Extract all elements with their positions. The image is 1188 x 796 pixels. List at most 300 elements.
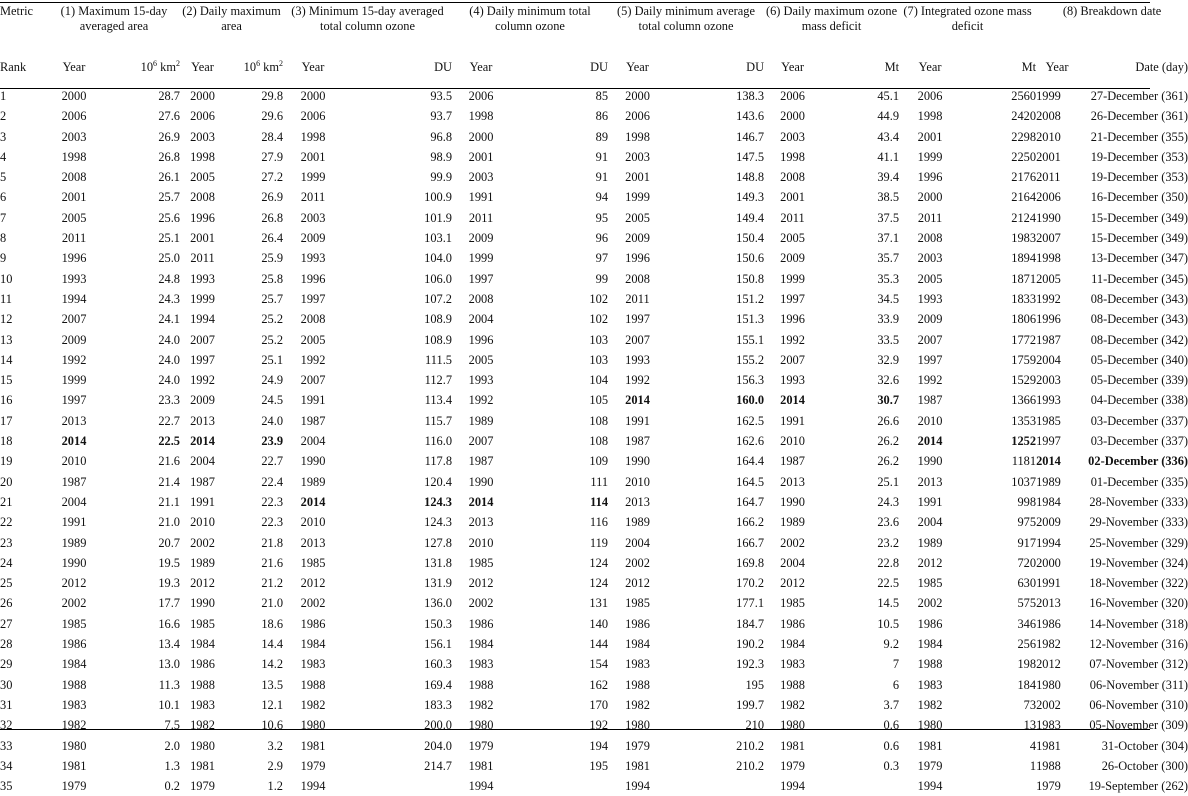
value-cell: 26-October (300) bbox=[1101, 758, 1188, 773]
group-title-6: (6) Daily maximum ozone mass deficit bbox=[765, 4, 898, 33]
year-cell: 1998 bbox=[300, 129, 326, 144]
value-cell: 0.6 bbox=[883, 738, 900, 753]
year-cell: 1988 bbox=[1036, 758, 1061, 773]
year-cell: 1998 bbox=[625, 129, 650, 144]
year-cell: 2004 bbox=[625, 535, 650, 550]
year-cell: 2011 bbox=[190, 251, 215, 266]
value-cell: 917 bbox=[1017, 535, 1037, 550]
value-cell: 24.3 bbox=[158, 291, 180, 306]
rank-cell: 27 bbox=[0, 616, 13, 631]
year-cell: 1996 bbox=[917, 170, 943, 185]
year-cell: 2006 bbox=[300, 109, 326, 124]
value-cell: 147.5 bbox=[736, 149, 765, 164]
year-cell: 2004 bbox=[780, 555, 805, 570]
value-cell: 24.8 bbox=[158, 271, 180, 286]
value-cell: 14-November (318) bbox=[1089, 616, 1188, 631]
value-cell: 184.7 bbox=[736, 616, 765, 631]
rank-cell: 13 bbox=[0, 332, 13, 347]
col-year-6: Year bbox=[781, 60, 804, 74]
col-unit-2: $10^6$ $km^2$ bbox=[243, 59, 284, 74]
value-cell: 16-November (320) bbox=[1089, 596, 1188, 611]
value-cell: 199.7 bbox=[736, 697, 765, 712]
value-cell: 160.0 bbox=[736, 393, 765, 408]
year-cell: 2012 bbox=[61, 576, 87, 591]
year-cell: 2005 bbox=[1036, 271, 1061, 286]
table-row bbox=[0, 675, 1188, 695]
year-cell: 1984 bbox=[917, 637, 943, 652]
year-cell: 2007 bbox=[780, 352, 805, 367]
value-cell: 96.8 bbox=[430, 129, 453, 144]
year-cell: 1997 bbox=[190, 352, 215, 367]
year-cell: 1983 bbox=[468, 657, 494, 672]
rank-label: Rank bbox=[0, 60, 27, 74]
value-cell: 162.6 bbox=[736, 434, 765, 449]
year-cell: 1989 bbox=[61, 535, 87, 550]
rank-cell: 34 bbox=[0, 758, 13, 773]
value-cell: 29.6 bbox=[261, 109, 284, 124]
year-cell: 1994 bbox=[61, 291, 87, 306]
year-cell: 2005 bbox=[61, 210, 87, 225]
value-cell: 124 bbox=[589, 555, 609, 570]
year-cell: 1991 bbox=[1036, 576, 1061, 591]
year-cell: 1987 bbox=[917, 393, 943, 408]
rank-cell: 18 bbox=[0, 434, 13, 449]
value-cell: 37.5 bbox=[877, 210, 900, 225]
year-cell: 1983 bbox=[780, 657, 805, 672]
value-cell: 149.3 bbox=[736, 190, 765, 205]
year-cell: 1991 bbox=[61, 515, 87, 530]
year-cell: 2001 bbox=[1036, 149, 1061, 164]
rank-cell: 23 bbox=[0, 535, 13, 550]
value-cell: 998 bbox=[1017, 494, 1037, 509]
year-cell: 2010 bbox=[625, 474, 650, 489]
rank-cell: 19 bbox=[0, 454, 13, 469]
year-cell: 2008 bbox=[917, 231, 943, 246]
value-cell: 195 bbox=[745, 677, 765, 692]
rank-cell: 22 bbox=[0, 515, 13, 530]
year-cell: 1986 bbox=[61, 637, 87, 652]
col-year-1: Year bbox=[62, 60, 86, 74]
year-cell: 2012 bbox=[625, 576, 650, 591]
year-cell: 1998 bbox=[190, 149, 215, 164]
value-cell: 08-December (343) bbox=[1090, 312, 1188, 327]
year-cell: 1996 bbox=[300, 271, 326, 286]
value-cell: 155.2 bbox=[736, 352, 765, 367]
value-cell: 166.2 bbox=[736, 515, 765, 530]
value-cell: 16-December (350) bbox=[1090, 190, 1188, 205]
value-cell: 1 bbox=[1029, 758, 1037, 773]
value-cell: 104 bbox=[589, 373, 609, 388]
value-cell: 630 bbox=[1017, 576, 1037, 591]
year-cell: 1998 bbox=[1036, 251, 1061, 266]
value-cell: 26.9 bbox=[261, 190, 284, 205]
year-cell: 1993 bbox=[190, 271, 215, 286]
year-cell: 1993 bbox=[780, 373, 805, 388]
year-cell: 2005 bbox=[468, 352, 494, 367]
year-cell: 2009 bbox=[300, 231, 326, 246]
value-cell: 08-December (343) bbox=[1090, 291, 1188, 306]
value-cell: 19-December (353) bbox=[1090, 149, 1188, 164]
value-cell: 93.5 bbox=[430, 89, 453, 103]
year-cell: 1990 bbox=[61, 555, 87, 570]
value-cell: 15-December (349) bbox=[1090, 231, 1188, 246]
value-cell: 108.9 bbox=[424, 312, 453, 327]
value-cell: 140 bbox=[589, 616, 609, 631]
value-cell: 26.9 bbox=[158, 129, 180, 144]
year-cell: 1981 bbox=[300, 738, 326, 753]
value-cell: 1.2 bbox=[267, 779, 284, 794]
year-cell: 1992 bbox=[61, 352, 87, 367]
year-cell: 1988 bbox=[300, 677, 326, 692]
value-cell: 194 bbox=[589, 738, 609, 753]
year-cell: 1996 bbox=[625, 251, 650, 266]
year-cell: 1987 bbox=[300, 413, 326, 428]
value-cell: 21.1 bbox=[158, 494, 180, 509]
value-cell: 162.5 bbox=[736, 413, 765, 428]
col-unit-4: DU bbox=[590, 60, 609, 74]
value-cell: 73 bbox=[1023, 697, 1037, 712]
value-cell: 97 bbox=[595, 251, 609, 266]
year-cell: 1996 bbox=[1036, 312, 1061, 327]
rank-cell: 6 bbox=[0, 190, 7, 205]
value-cell: 25-November (329) bbox=[1089, 535, 1188, 550]
year-cell: 2013 bbox=[917, 474, 943, 489]
year-cell: 1997 bbox=[468, 271, 494, 286]
value-cell: 9.2 bbox=[883, 637, 900, 652]
col-unit-3: DU bbox=[434, 60, 453, 74]
value-cell: 15-December (349) bbox=[1090, 210, 1188, 225]
table-row bbox=[0, 86, 1188, 106]
table-row bbox=[0, 187, 1188, 207]
value-cell: 23.3 bbox=[158, 393, 180, 408]
year-cell: 1989 bbox=[468, 413, 494, 428]
value-cell: 24.0 bbox=[261, 413, 284, 428]
year-cell: 2007 bbox=[917, 332, 943, 347]
value-cell: 124 bbox=[589, 576, 609, 591]
metric-label: Metric bbox=[0, 4, 34, 18]
rank-cell: 11 bbox=[0, 291, 12, 306]
year-cell: 2008 bbox=[625, 271, 650, 286]
value-cell: 25.9 bbox=[261, 251, 284, 266]
value-cell: 34.5 bbox=[877, 291, 900, 306]
year-cell: 2013 bbox=[625, 494, 650, 509]
rank-cell: 31 bbox=[0, 697, 13, 712]
year-cell: 1983 bbox=[300, 657, 326, 672]
year-cell: 2011 bbox=[625, 291, 650, 306]
year-cell: 1981 bbox=[917, 738, 943, 753]
value-cell: 146.7 bbox=[736, 129, 765, 144]
value-cell: 112.7 bbox=[424, 373, 453, 388]
value-cell: 114 bbox=[590, 494, 609, 509]
group-title-1: (1) Maximum 15-day averaged area bbox=[60, 4, 168, 33]
year-cell: 2005 bbox=[300, 332, 326, 347]
year-cell: 2006 bbox=[917, 89, 943, 103]
value-cell: 96 bbox=[595, 231, 609, 246]
value-cell: 138.3 bbox=[736, 89, 765, 103]
value-cell: 2560 bbox=[1011, 89, 1037, 103]
rank-cell: 21 bbox=[0, 494, 13, 509]
value-cell: 210.2 bbox=[736, 738, 765, 753]
year-cell: 1979 bbox=[917, 758, 943, 773]
value-cell: 150.8 bbox=[736, 271, 765, 286]
year-cell: 1993 bbox=[300, 251, 326, 266]
table-row bbox=[0, 167, 1188, 187]
value-cell: 164.7 bbox=[736, 494, 765, 509]
year-cell: 1992 bbox=[625, 373, 650, 388]
rank-cell: 15 bbox=[0, 373, 13, 388]
value-cell: 170.2 bbox=[736, 576, 765, 591]
value-cell: 25.1 bbox=[877, 474, 900, 489]
table-row bbox=[0, 411, 1188, 431]
value-cell: 3.7 bbox=[883, 697, 900, 712]
value-cell: 25.2 bbox=[261, 312, 284, 327]
year-cell: 1980 bbox=[917, 718, 943, 733]
table-row bbox=[0, 127, 1188, 147]
value-cell: 26.8 bbox=[158, 149, 180, 164]
value-cell: 32.6 bbox=[877, 373, 900, 388]
value-cell: 2176 bbox=[1011, 170, 1037, 185]
year-cell: 2001 bbox=[190, 231, 215, 246]
table-row bbox=[0, 492, 1188, 512]
value-cell: 24.3 bbox=[877, 494, 900, 509]
value-cell: 05-December (339) bbox=[1090, 373, 1188, 388]
year-cell: 1988 bbox=[917, 657, 943, 672]
value-cell: 164.5 bbox=[736, 474, 765, 489]
value-cell: 94 bbox=[595, 190, 609, 205]
year-cell: 2012 bbox=[917, 555, 943, 570]
year-cell: 1997 bbox=[917, 352, 943, 367]
value-cell: 37.1 bbox=[877, 231, 900, 246]
value-cell: 85 bbox=[595, 89, 609, 103]
year-cell: 2008 bbox=[300, 312, 326, 327]
rank-cell: 9 bbox=[0, 251, 7, 266]
value-cell: 25.7 bbox=[158, 190, 180, 205]
value-cell: 183.3 bbox=[424, 697, 453, 712]
group-title-2: (2) Daily maximum area bbox=[182, 4, 281, 33]
year-cell: 2013 bbox=[780, 474, 805, 489]
year-cell: 2012 bbox=[468, 576, 494, 591]
table-row bbox=[0, 431, 1188, 451]
table-row bbox=[0, 614, 1188, 634]
value-cell: 24.0 bbox=[158, 332, 180, 347]
year-cell: 1986 bbox=[1036, 616, 1061, 631]
year-cell: 1989 bbox=[917, 535, 943, 550]
year-cell: 1981 bbox=[780, 738, 805, 753]
value-cell: 26.1 bbox=[158, 170, 180, 185]
year-cell: 2002 bbox=[190, 535, 215, 550]
year-cell: 1999 bbox=[468, 251, 494, 266]
year-cell: 1989 bbox=[780, 515, 805, 530]
year-cell: 2000 bbox=[1036, 555, 1061, 570]
value-cell: 06-November (311) bbox=[1089, 677, 1188, 692]
year-cell: 1997 bbox=[625, 312, 650, 327]
year-cell: 1990 bbox=[780, 494, 805, 509]
year-cell: 1979 bbox=[190, 779, 215, 794]
year-cell: 2011 bbox=[917, 210, 943, 225]
year-cell: 1988 bbox=[61, 677, 87, 692]
table-row bbox=[0, 390, 1188, 410]
value-cell: 12.1 bbox=[261, 697, 284, 712]
year-cell: 2001 bbox=[625, 170, 650, 185]
rank-cell: 4 bbox=[0, 149, 7, 164]
year-cell: 1986 bbox=[468, 616, 494, 631]
year-cell: 2001 bbox=[780, 190, 805, 205]
year-cell: 2013 bbox=[468, 515, 494, 530]
year-cell: 2004 bbox=[917, 515, 943, 530]
year-cell: 1983 bbox=[917, 677, 943, 692]
value-cell: 86 bbox=[595, 109, 609, 124]
year-cell: 2004 bbox=[190, 454, 215, 469]
year-cell: 1984 bbox=[1036, 494, 1061, 509]
value-cell: 99.9 bbox=[430, 170, 453, 185]
year-cell: 1992 bbox=[1036, 291, 1061, 306]
value-cell: 25.6 bbox=[158, 210, 180, 225]
value-cell: 0.3 bbox=[883, 758, 900, 773]
rank-cell: 16 bbox=[0, 393, 13, 408]
rank-cell: 25 bbox=[0, 576, 13, 591]
year-cell: 1988 bbox=[190, 677, 215, 692]
value-cell: 2164 bbox=[1011, 190, 1037, 205]
year-cell: 1987 bbox=[1036, 332, 1061, 347]
value-cell: 144 bbox=[589, 637, 609, 652]
rank-cell: 1 bbox=[0, 89, 7, 103]
value-cell: 10.6 bbox=[261, 718, 284, 733]
year-cell: 1979 bbox=[625, 738, 650, 753]
year-cell: 2006 bbox=[1036, 190, 1061, 205]
value-cell: 1366 bbox=[1011, 393, 1037, 408]
year-cell: 2005 bbox=[780, 231, 805, 246]
value-cell: 07-November (312) bbox=[1089, 657, 1188, 672]
value-cell: 166.7 bbox=[736, 535, 765, 550]
year-cell: 1992 bbox=[917, 373, 943, 388]
year-cell: 1985 bbox=[61, 616, 87, 631]
value-cell: 13.0 bbox=[158, 657, 180, 672]
value-cell: 13.5 bbox=[261, 677, 284, 692]
rank-cell: 28 bbox=[0, 637, 13, 652]
col-unit-6: Mt bbox=[884, 60, 900, 74]
value-cell: 150.6 bbox=[736, 251, 765, 266]
year-cell: 2000 bbox=[190, 89, 215, 103]
year-cell: 1989 bbox=[190, 555, 215, 570]
value-cell: 108 bbox=[589, 434, 609, 449]
year-cell: 1989 bbox=[1036, 474, 1061, 489]
col-year-7: Year bbox=[918, 60, 942, 74]
value-cell: 39.4 bbox=[877, 170, 900, 185]
value-cell: 102 bbox=[589, 312, 609, 327]
value-cell: 27.6 bbox=[158, 109, 180, 124]
year-cell: 1986 bbox=[780, 616, 805, 631]
value-cell: 2250 bbox=[1011, 149, 1037, 164]
year-cell: 1992 bbox=[468, 393, 494, 408]
value-cell: 22.8 bbox=[877, 555, 900, 570]
value-cell: 151.2 bbox=[736, 291, 765, 306]
year-cell: 1988 bbox=[468, 677, 494, 692]
value-cell: 32.9 bbox=[877, 352, 900, 367]
value-cell: 131 bbox=[589, 596, 609, 611]
year-cell: 1984 bbox=[300, 637, 326, 652]
table-row bbox=[0, 350, 1188, 370]
year-cell: 1996 bbox=[780, 312, 805, 327]
table-row bbox=[0, 533, 1188, 553]
value-cell: 210 bbox=[745, 718, 765, 733]
value-cell bbox=[961, 776, 1036, 796]
year-cell: 1980 bbox=[468, 718, 494, 733]
year-cell: 2009 bbox=[917, 312, 943, 327]
value-cell bbox=[510, 776, 608, 796]
year-cell: 2009 bbox=[61, 332, 87, 347]
year-cell: 1985 bbox=[917, 576, 943, 591]
year-cell: 1993 bbox=[625, 352, 650, 367]
table-row bbox=[0, 736, 1188, 756]
year-cell: 2014 bbox=[917, 434, 943, 449]
year-cell: 2007 bbox=[61, 312, 87, 327]
year-cell: 1983 bbox=[1036, 718, 1061, 733]
year-cell: 1999 bbox=[917, 149, 943, 164]
rank-cell: 33 bbox=[0, 738, 13, 753]
rank-cell: 10 bbox=[0, 271, 13, 286]
year-cell: 1980 bbox=[190, 738, 215, 753]
year-cell: 2010 bbox=[190, 515, 215, 530]
year-cell: 2003 bbox=[625, 149, 650, 164]
value-cell: 23.2 bbox=[877, 535, 900, 550]
value-cell: 13 bbox=[1023, 718, 1037, 733]
year-cell: 1998 bbox=[468, 109, 494, 124]
year-cell: 2012 bbox=[1036, 657, 1061, 672]
year-cell: 2009 bbox=[190, 393, 215, 408]
year-cell: 1991 bbox=[190, 494, 215, 509]
year-cell: 2014 bbox=[300, 494, 326, 509]
value-cell: 33.5 bbox=[877, 332, 900, 347]
value-cell: 198 bbox=[1017, 657, 1037, 672]
year-cell: 1990 bbox=[468, 474, 494, 489]
value-cell: 103 bbox=[589, 352, 609, 367]
value-cell: 0.2 bbox=[164, 779, 180, 794]
rank-cell: 29 bbox=[0, 657, 13, 672]
value-cell: 116.0 bbox=[424, 434, 453, 449]
value-cell: 29-November (333) bbox=[1089, 515, 1188, 530]
value-cell: 24.9 bbox=[261, 373, 284, 388]
value-cell: 104.0 bbox=[424, 251, 453, 266]
year-cell: 2003 bbox=[190, 129, 215, 144]
year-cell: 1999 bbox=[625, 190, 650, 205]
rank-cell: 32 bbox=[0, 718, 13, 733]
value-cell: 1894 bbox=[1011, 251, 1037, 266]
value-cell: 575 bbox=[1017, 596, 1037, 611]
year-cell: 2011 bbox=[468, 210, 494, 225]
value-cell: 150.3 bbox=[424, 616, 453, 631]
year-cell: 2006 bbox=[190, 109, 215, 124]
year-cell: 2001 bbox=[917, 129, 943, 144]
value-cell: 25.8 bbox=[261, 271, 284, 286]
value-cell: 33.9 bbox=[877, 312, 900, 327]
group-title-8: (8) Breakdown date bbox=[1062, 4, 1162, 18]
year-cell: 1990 bbox=[625, 454, 650, 469]
rank-cell: 14 bbox=[0, 352, 13, 367]
year-cell: 1982 bbox=[190, 718, 215, 733]
value-cell: 98.9 bbox=[430, 149, 453, 164]
value-cell: 1.3 bbox=[164, 758, 180, 773]
year-cell: 1988 bbox=[625, 677, 650, 692]
table-row bbox=[0, 634, 1188, 654]
year-cell: 2010 bbox=[1036, 129, 1061, 144]
value-cell: 1806 bbox=[1011, 312, 1037, 327]
value-cell: 975 bbox=[1017, 515, 1037, 530]
year-cell: 2014 bbox=[190, 434, 215, 449]
value-cell: 26.6 bbox=[877, 413, 900, 428]
year-cell: 2007 bbox=[300, 373, 326, 388]
year-cell: 1993 bbox=[468, 373, 494, 388]
year-cell: 1994 bbox=[468, 779, 494, 794]
